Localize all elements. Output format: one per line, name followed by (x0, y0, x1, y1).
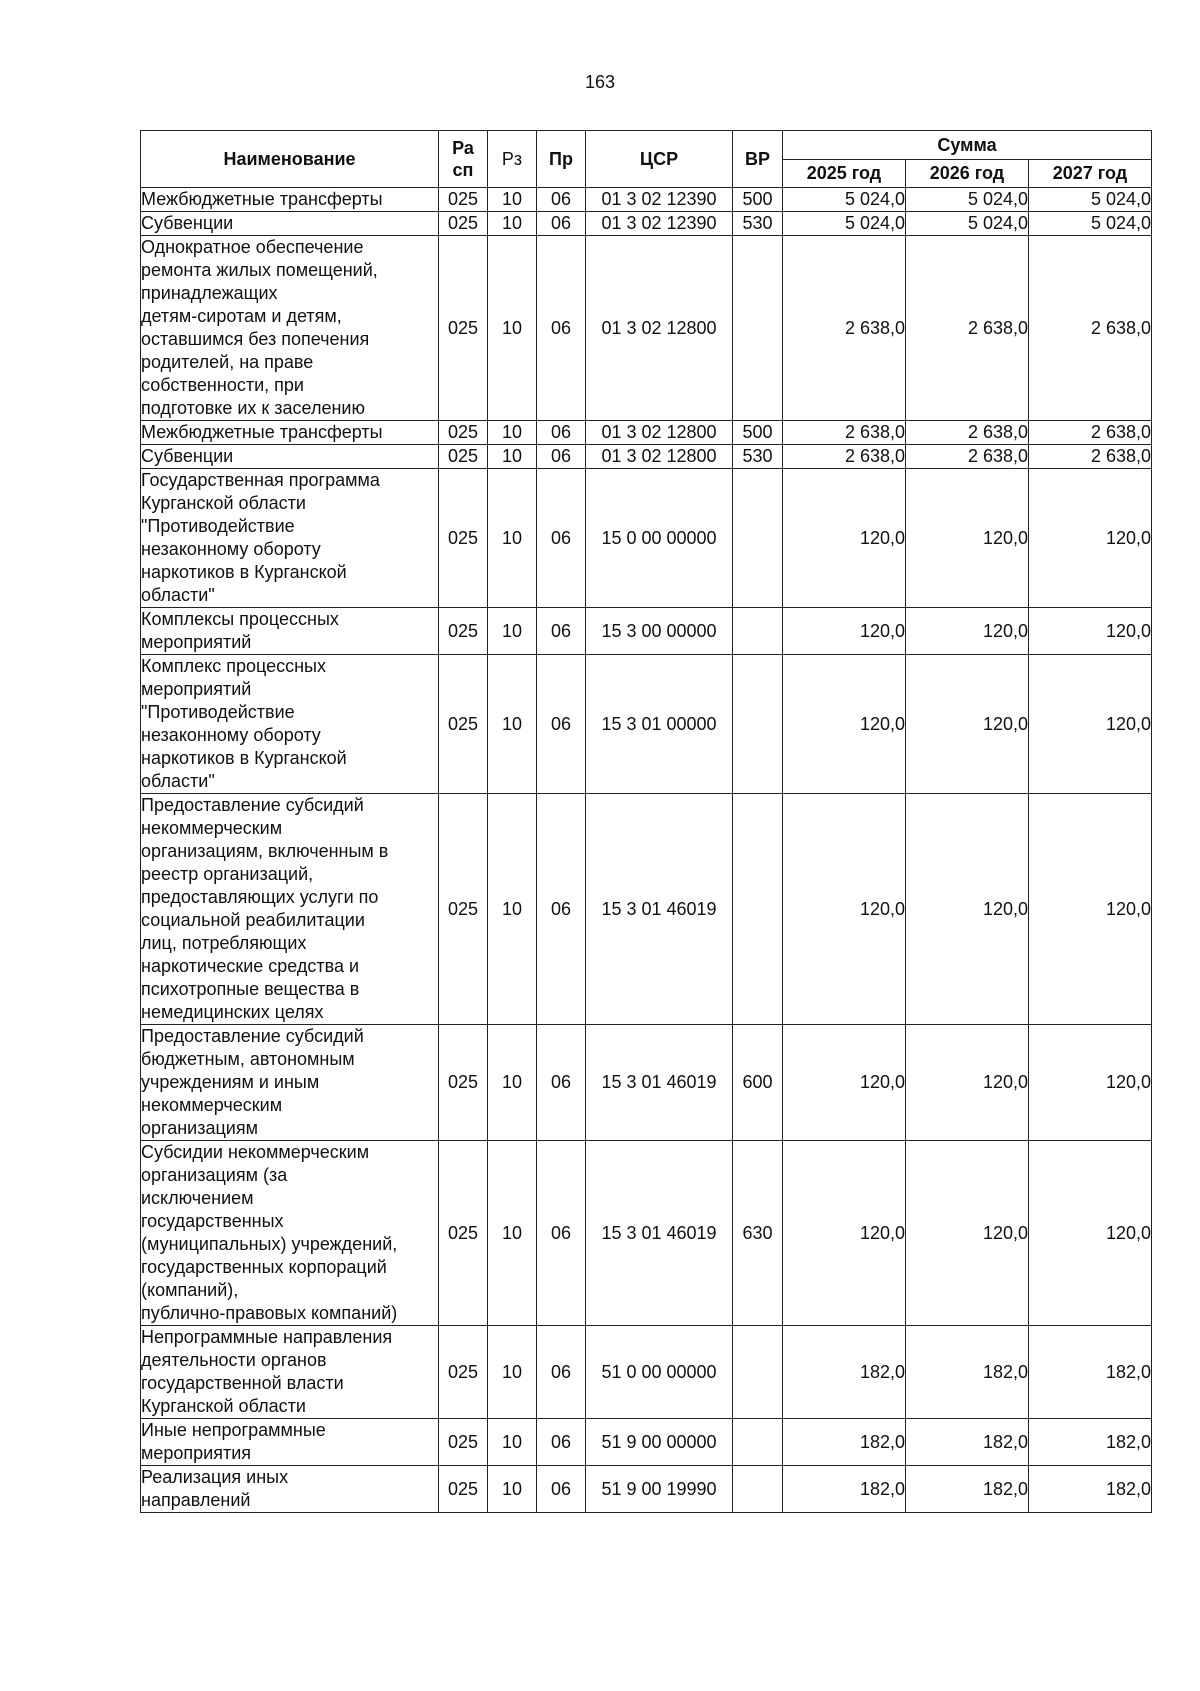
cell-csr: 15 0 00 00000 (586, 469, 733, 608)
cell-rz: 10 (488, 1141, 537, 1326)
cell-rasp: 025 (439, 188, 488, 212)
cell-y2025: 120,0 (783, 469, 906, 608)
table-row (141, 1025, 1152, 1141)
header-sum: Сумма (783, 131, 1152, 160)
cell-rasp: 025 (439, 1466, 488, 1513)
cell-vr: 630 (733, 1141, 783, 1326)
cell-y2026: 120,0 (906, 1025, 1029, 1141)
cell-pr: 06 (537, 421, 586, 445)
cell-y2026: 5 024,0 (906, 212, 1029, 236)
table-row (141, 794, 1152, 1025)
table-header (141, 131, 1152, 188)
header-year-2026: 2026 год (906, 160, 1029, 188)
table-row (141, 445, 1152, 469)
table-row (141, 655, 1152, 794)
cell-pr: 06 (537, 236, 586, 421)
cell-y2026: 2 638,0 (906, 445, 1029, 469)
cell-rz: 10 (488, 1419, 537, 1466)
table-row (141, 1466, 1152, 1513)
cell-pr: 06 (537, 655, 586, 794)
cell-pr: 06 (537, 1466, 586, 1513)
cell-rz: 10 (488, 212, 537, 236)
cell-vr: 530 (733, 212, 783, 236)
cell-y2025: 120,0 (783, 655, 906, 794)
cell-rz: 10 (488, 1466, 537, 1513)
cell-name: Однократное обеспечение ремонта жилых помещений, принадлежащих детям-сиротам и детям, оставшимся без попечения родителей, на праве собственности, при подготовке их к заселению (141, 236, 439, 421)
cell-rasp: 025 (439, 445, 488, 469)
cell-vr (733, 1326, 783, 1419)
cell-y2026: 182,0 (906, 1326, 1029, 1419)
table-row (141, 188, 1152, 212)
header-name: Наименование (141, 131, 439, 188)
cell-name: Государственная программа Курганской области "Противодействие незаконному обороту наркотиков в Курганской области" (141, 469, 439, 608)
cell-csr: 15 3 00 00000 (586, 608, 733, 655)
cell-vr: 530 (733, 445, 783, 469)
cell-csr: 01 3 02 12390 (586, 188, 733, 212)
cell-y2027: 5 024,0 (1029, 188, 1152, 212)
cell-csr: 15 3 01 46019 (586, 1141, 733, 1326)
table-body (141, 188, 1152, 1513)
cell-y2027: 120,0 (1029, 1141, 1152, 1326)
cell-csr: 51 0 00 00000 (586, 1326, 733, 1419)
cell-vr (733, 469, 783, 608)
cell-name: Реализация иных направлений (141, 1466, 439, 1513)
cell-y2026: 182,0 (906, 1466, 1029, 1513)
header-rz: Рз (488, 131, 537, 188)
cell-csr: 01 3 02 12800 (586, 421, 733, 445)
cell-vr (733, 794, 783, 1025)
cell-y2025: 182,0 (783, 1326, 906, 1419)
cell-y2025: 120,0 (783, 794, 906, 1025)
cell-y2026: 120,0 (906, 469, 1029, 608)
cell-name: Субсидии некоммерческим организациям (за исключением государственных (муниципальных) учреждений, государственных корпораций (компаний), публично-правовых компаний) (141, 1141, 439, 1326)
cell-y2026: 120,0 (906, 794, 1029, 1025)
cell-vr (733, 1419, 783, 1466)
table-row (141, 1141, 1152, 1326)
cell-y2027: 182,0 (1029, 1419, 1152, 1466)
cell-y2027: 182,0 (1029, 1326, 1152, 1419)
cell-y2027: 182,0 (1029, 1466, 1152, 1513)
cell-y2026: 2 638,0 (906, 236, 1029, 421)
cell-name: Комплексы процессных мероприятий (141, 608, 439, 655)
cell-vr (733, 1466, 783, 1513)
cell-pr: 06 (537, 608, 586, 655)
cell-pr: 06 (537, 794, 586, 1025)
cell-y2027: 2 638,0 (1029, 445, 1152, 469)
cell-y2027: 120,0 (1029, 608, 1152, 655)
cell-y2026: 120,0 (906, 608, 1029, 655)
header-year-2027: 2027 год (1029, 160, 1152, 188)
cell-vr: 500 (733, 188, 783, 212)
cell-rasp: 025 (439, 1419, 488, 1466)
cell-pr: 06 (537, 212, 586, 236)
cell-y2027: 5 024,0 (1029, 212, 1152, 236)
cell-csr: 15 3 01 46019 (586, 794, 733, 1025)
header-rasp: Ра сп (439, 131, 488, 188)
cell-rz: 10 (488, 188, 537, 212)
cell-y2027: 2 638,0 (1029, 421, 1152, 445)
cell-y2027: 120,0 (1029, 1025, 1152, 1141)
cell-y2026: 120,0 (906, 1141, 1029, 1326)
cell-csr: 15 3 01 46019 (586, 1025, 733, 1141)
budget-table (140, 130, 1152, 1513)
cell-pr: 06 (537, 445, 586, 469)
table-row (141, 469, 1152, 608)
cell-name: Субвенции (141, 445, 439, 469)
header-csr: ЦСР (586, 131, 733, 188)
page-number: 163 (584, 72, 616, 92)
cell-y2025: 5 024,0 (783, 188, 906, 212)
cell-vr (733, 236, 783, 421)
cell-name: Межбюджетные трансферты (141, 421, 439, 445)
cell-vr (733, 608, 783, 655)
cell-y2027: 120,0 (1029, 469, 1152, 608)
cell-vr (733, 655, 783, 794)
cell-y2025: 2 638,0 (783, 421, 906, 445)
cell-rasp: 025 (439, 236, 488, 421)
cell-rz: 10 (488, 608, 537, 655)
cell-rz: 10 (488, 1025, 537, 1141)
cell-pr: 06 (537, 469, 586, 608)
cell-csr: 01 3 02 12390 (586, 212, 733, 236)
cell-pr: 06 (537, 1141, 586, 1326)
cell-y2025: 120,0 (783, 1025, 906, 1141)
cell-name: Предоставление субсидий некоммерческим организациям, включенным в реестр организаций, предоставляющих услуги по социальной реабилитации лиц, потребляющих наркотические средства и психотропные вещества в немедицинских целях (141, 794, 439, 1025)
cell-rz: 10 (488, 794, 537, 1025)
cell-rasp: 025 (439, 794, 488, 1025)
table-row (141, 1419, 1152, 1466)
cell-y2025: 120,0 (783, 608, 906, 655)
cell-rz: 10 (488, 655, 537, 794)
cell-rasp: 025 (439, 1326, 488, 1419)
cell-name: Предоставление субсидий бюджетным, автономным учреждениям и иным некоммерческим организациям (141, 1025, 439, 1141)
cell-y2025: 2 638,0 (783, 236, 906, 421)
table-row (141, 236, 1152, 421)
table-row (141, 421, 1152, 445)
cell-rasp: 025 (439, 212, 488, 236)
cell-name: Комплекс процессных мероприятий "Противодействие незаконному обороту наркотиков в Курганской области" (141, 655, 439, 794)
cell-rasp: 025 (439, 421, 488, 445)
cell-rasp: 025 (439, 655, 488, 794)
cell-rasp: 025 (439, 1141, 488, 1326)
cell-y2025: 5 024,0 (783, 212, 906, 236)
cell-rz: 10 (488, 1326, 537, 1419)
cell-name: Субвенции (141, 212, 439, 236)
cell-rasp: 025 (439, 469, 488, 608)
cell-rz: 10 (488, 421, 537, 445)
cell-y2025: 182,0 (783, 1419, 906, 1466)
cell-pr: 06 (537, 1025, 586, 1141)
cell-rz: 10 (488, 236, 537, 421)
cell-y2025: 120,0 (783, 1141, 906, 1326)
cell-pr: 06 (537, 1419, 586, 1466)
cell-rasp: 025 (439, 608, 488, 655)
cell-y2027: 2 638,0 (1029, 236, 1152, 421)
cell-y2026: 2 638,0 (906, 421, 1029, 445)
cell-name: Иные непрограммные мероприятия (141, 1419, 439, 1466)
cell-csr: 51 9 00 00000 (586, 1419, 733, 1466)
cell-csr: 01 3 02 12800 (586, 236, 733, 421)
cell-csr: 51 9 00 19990 (586, 1466, 733, 1513)
cell-y2026: 5 024,0 (906, 188, 1029, 212)
cell-pr: 06 (537, 1326, 586, 1419)
table-row (141, 212, 1152, 236)
cell-y2025: 182,0 (783, 1466, 906, 1513)
cell-rz: 10 (488, 469, 537, 608)
header-pr: Пр (537, 131, 586, 188)
cell-y2027: 120,0 (1029, 655, 1152, 794)
cell-vr: 600 (733, 1025, 783, 1141)
table-row (141, 1326, 1152, 1419)
cell-rasp: 025 (439, 1025, 488, 1141)
cell-y2027: 120,0 (1029, 794, 1152, 1025)
header-year-2025: 2025 год (783, 160, 906, 188)
cell-name: Межбюджетные трансферты (141, 188, 439, 212)
cell-y2025: 2 638,0 (783, 445, 906, 469)
table-row (141, 608, 1152, 655)
cell-y2026: 182,0 (906, 1419, 1029, 1466)
cell-vr: 500 (733, 421, 783, 445)
cell-csr: 01 3 02 12800 (586, 445, 733, 469)
cell-pr: 06 (537, 188, 586, 212)
cell-name: Непрограммные направления деятельности органов государственной власти Курганской области (141, 1326, 439, 1419)
cell-y2026: 120,0 (906, 655, 1029, 794)
cell-csr: 15 3 01 00000 (586, 655, 733, 794)
cell-rz: 10 (488, 445, 537, 469)
header-vr: ВР (733, 131, 783, 188)
